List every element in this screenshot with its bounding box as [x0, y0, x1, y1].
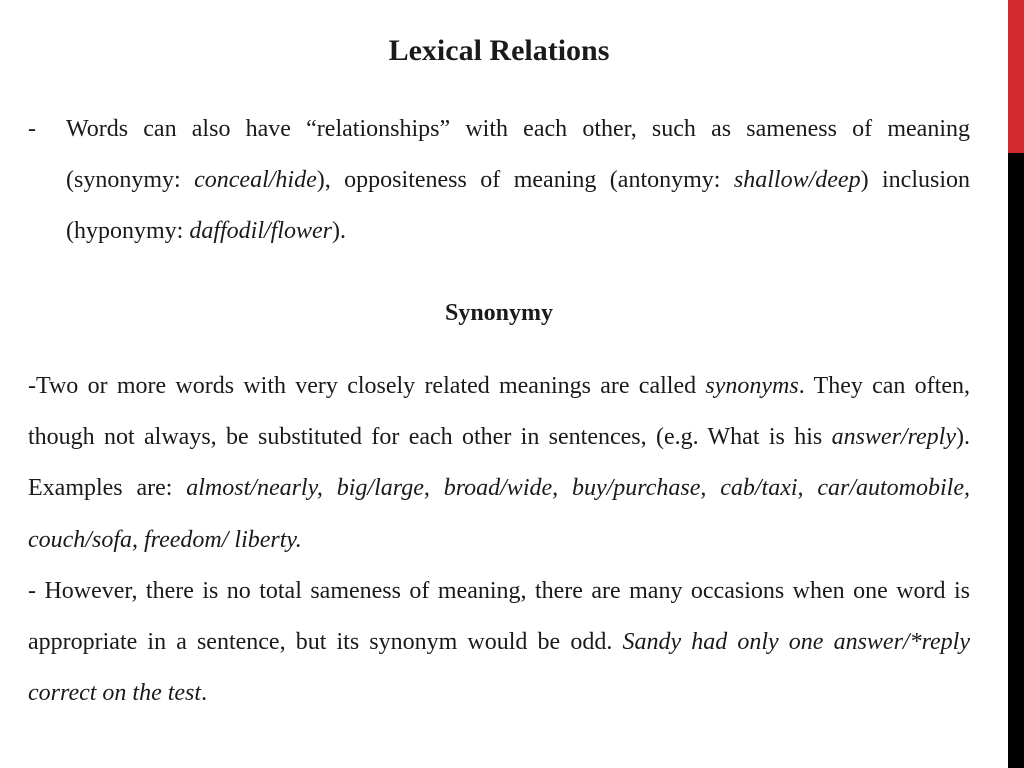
- example-sentence: Sandy had only one answer/*reply correct on the test: [28, 629, 970, 707]
- body-text-segment: ). Examples are:: [28, 424, 970, 502]
- example-word-pair: answer/reply: [831, 424, 956, 451]
- body-text-segment: .: [201, 680, 208, 707]
- synonymy-body: [28, 361, 970, 719]
- body-text-segment: -Two or more words with very closely related meanings are called: [28, 373, 706, 399]
- intro-text-segment: ) inclusion (hyponymy:: [66, 167, 970, 244]
- example-word-pair: shallow/deep: [733, 167, 861, 193]
- bullet-dash: -: [28, 116, 36, 142]
- example-word-pair: conceal/hide: [194, 167, 317, 193]
- example-word-pair: daffodil/flower: [189, 218, 333, 244]
- accent-bar-red-segment: [1008, 0, 1024, 153]
- slide-title: Lexical Relations: [388, 34, 610, 67]
- accent-bar-black-segment: [1008, 153, 1024, 768]
- synonymy-paragraph-caveat: [28, 566, 970, 720]
- body-text-segment: - However, there is no total sameness of meaning, there are many occasions when one word is appropriate in a sentence, but its synonym would be odd.: [28, 577, 970, 656]
- example-list: almost/nearly, big/large, broad/wide, buy/purchase, cab/taxi, car/automobile, couch/sofa, freedom/ liberty.: [28, 475, 970, 553]
- intro-paragraph: [66, 104, 970, 257]
- intro-text-segment: Words can also have “relationships” with each other, such as sameness of meaning (synonymy:: [66, 116, 970, 193]
- intro-text-segment: ), oppositeness of meaning (antonymy:: [316, 167, 734, 193]
- section-heading-synonymy: Synonymy: [444, 300, 554, 326]
- intro-text-segment: ).: [332, 218, 347, 244]
- term-synonyms: synonyms: [705, 373, 799, 399]
- slide-accent-bar: [1008, 0, 1024, 768]
- synonymy-paragraph-definition: [28, 361, 970, 566]
- body-text-segment: . They can often, though not always, be substituted for each other in sentences, (e.g. What is his: [28, 373, 970, 451]
